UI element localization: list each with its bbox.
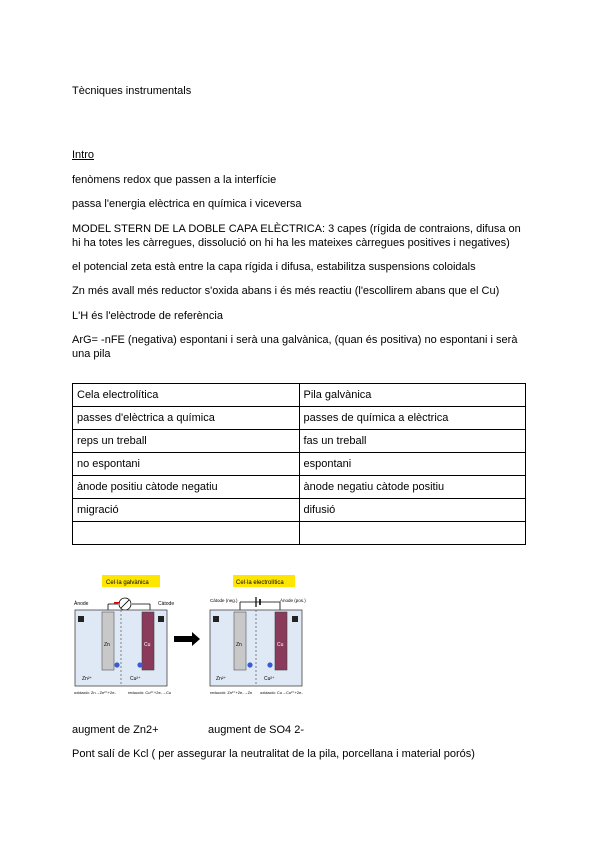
table-cell: espontani [299,453,526,476]
table-row [73,407,526,430]
table-cell: fas un treball [299,430,526,453]
electrolytic-reduction: reducció: Zn²⁺+2e-→Zn [210,690,253,695]
galvanic-cathode-label: Càtode [158,601,175,607]
cu-label: Cu [144,642,151,648]
electrochemical-cells-figure [70,570,310,710]
cu-electrode [142,612,154,670]
cu-electrode-electrolytic [275,612,287,670]
table-row [73,499,526,522]
table-row [73,453,526,476]
galvanic-anode-label: Ànode [74,601,89,607]
table-cell: ànode positiu càtode negatiu [73,476,300,499]
table-cell: no espontani [73,453,300,476]
cu-label-electrolytic: Cu [277,642,284,648]
intro-heading: Intro [72,149,95,161]
zn-ion-label-electrolytic: Zn²⁺ [216,676,227,682]
paragraph-gibbs: ArG= -nFE (negativa) espontani i serà una galvànica, (quan és positiva) no espontani i serà una pila [72,334,518,360]
table-row [73,384,526,407]
paragraph-1: fenòmens redox que passen a la interfície [72,174,277,186]
document-title: Tècniques instrumentals [72,85,192,97]
caption-zn: augment de Zn2+ [72,724,159,736]
paragraph-zeta: el potencial zeta està entre la capa rígida i difusa, estabilitza suspensions coloidals [72,261,476,273]
paragraph-hydrogen: L'H és l'elèctrode de referència [72,310,223,322]
caption-salt-bridge: Pont salí de Kcl ( per assegurar la neutralitat de la pila, porcellana i material porós) [72,748,475,760]
table-cell: Pila galvànica [299,384,526,407]
table-cell: reps un treball [73,430,300,453]
table-cell: migració [73,499,300,522]
paragraph-2: passa l'energia elèctrica en química i viceversa [72,198,302,210]
table-row [73,522,526,545]
table-row [73,430,526,453]
galvanic-label: Cel·la galvànica [106,580,149,586]
cu-ion-label: Cu²⁺ [130,676,141,682]
galvanic-oxidation: oxidació: Zn→Zn²⁺+2e- [74,690,116,695]
arrow-right-icon [174,632,200,646]
galvanic-reduction: reducció: Cu²⁺+2e-→Cu [128,690,172,695]
electrolytic-cathode-label: Càtode (neg.) [210,598,238,603]
table-cell: ànode negatiu càtode positiu [299,476,526,499]
comparison-table [72,383,526,545]
table-row [73,476,526,499]
zn-label: Zn [104,642,110,648]
zn-electrode-electrolytic [234,612,246,670]
table-cell: passes d'elèctrica a química [73,407,300,430]
paragraph-zn: Zn més avall més reductor s'oxida abans i és més reactiu (l'escollirem abans que el Cu) [72,285,500,297]
table-cell [73,522,300,545]
table-cell: Cela electrolítica [73,384,300,407]
zn-electrode [102,612,114,670]
electrolytic-anode-label: Ànode (pos.) [280,598,306,603]
electrolytic-oxidation: oxidació: Cu→Cu²⁺+2e- [260,690,303,695]
paragraph-stern-model: MODEL STERN DE LA DOBLE CAPA ELÈCTRICA: 3 capes (rígida de contraions, difusa on hi ha totes les càrregues, dissolució on hi ha les mateixes càrregues positives i negatives) [72,223,521,249]
zn-label-electrolytic: Zn [236,642,242,648]
cu-ion-label-electrolytic: Cu²⁺ [264,676,275,682]
electrolytic-label: Cel·la electrolítica [236,580,284,586]
table-cell [299,522,526,545]
caption-so4: augment de SO4 2- [208,724,305,736]
table-cell: difusió [299,499,526,522]
table-cell: passes de química a elèctrica [299,407,526,430]
zn-ion-label: Zn²⁺ [82,676,93,682]
